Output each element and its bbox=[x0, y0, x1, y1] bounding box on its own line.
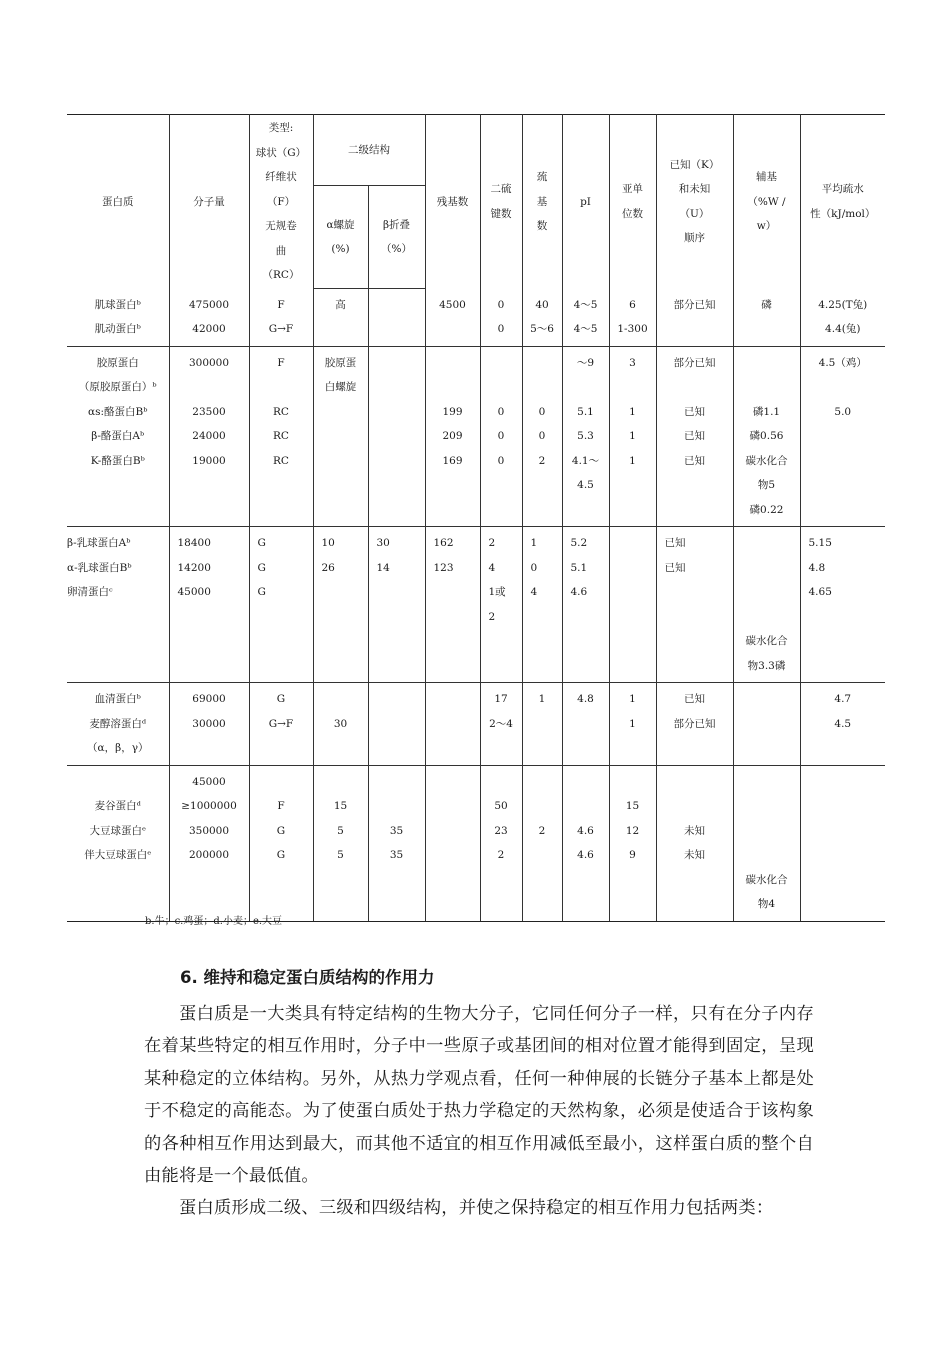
header-sequence bbox=[656, 115, 733, 289]
cell-line: 位数 bbox=[622, 207, 643, 220]
header-alpha-helix bbox=[313, 186, 368, 289]
cell-line: 30000 bbox=[192, 717, 226, 730]
cell-disulfide bbox=[480, 289, 522, 347]
cell-line: 42000 bbox=[192, 323, 226, 335]
cell-line: 4.6 bbox=[570, 586, 588, 598]
cell-type bbox=[249, 346, 313, 527]
cell-line: 5 bbox=[337, 824, 344, 837]
cell-line: G bbox=[257, 537, 266, 549]
cell-line: G bbox=[276, 693, 286, 705]
cell-line: 辅基 bbox=[756, 171, 777, 183]
cell-line: 23500 bbox=[192, 405, 226, 418]
cell-line: 15 bbox=[625, 800, 640, 812]
cell-line bbox=[657, 770, 733, 795]
cell-sulfhydryl bbox=[522, 683, 562, 766]
cell-line bbox=[610, 770, 656, 795]
cell-residues bbox=[425, 289, 480, 347]
cell-line: 部分已知 bbox=[673, 356, 716, 369]
cell-line: 性（kJ/mol） bbox=[810, 207, 876, 220]
cell-line bbox=[481, 375, 522, 400]
cell-subunits bbox=[609, 346, 656, 527]
cell-line: β-酪蛋白Aᵇ bbox=[91, 430, 145, 442]
cell-line bbox=[314, 770, 368, 795]
table-footnote: b.牛；c.鸡蛋；d.小麦；e.大豆 bbox=[145, 916, 283, 927]
cell-line: 4.5（鸡） bbox=[818, 356, 867, 369]
cell-line: （%） bbox=[381, 243, 412, 255]
cell-prosthetic bbox=[733, 765, 800, 921]
cell-line: G bbox=[276, 849, 286, 861]
cell-pi bbox=[562, 683, 609, 766]
cell-line: 1 bbox=[629, 430, 636, 442]
cell-sequence bbox=[656, 346, 733, 527]
cell-line: 4.6 bbox=[577, 824, 594, 837]
cell-pi bbox=[562, 527, 609, 683]
cell-line: 199 bbox=[442, 405, 463, 418]
cell-pi bbox=[562, 765, 609, 921]
cell-alpha-helix bbox=[313, 765, 368, 921]
header-subunits bbox=[609, 115, 656, 289]
cell-hydrophobicity bbox=[800, 346, 885, 527]
cell-line: 磷0.56 bbox=[749, 430, 784, 442]
cell-line: 已知 bbox=[684, 693, 705, 705]
cell-line: 未知 bbox=[684, 824, 705, 837]
cell-line: 碳水化合 bbox=[745, 454, 788, 467]
cell-line: 部分已知 bbox=[673, 717, 716, 730]
cell-line: 475000 bbox=[188, 298, 230, 311]
cell-line: 伴大豆球蛋白ᵉ bbox=[84, 849, 152, 861]
cell-line: 1 bbox=[629, 454, 636, 467]
cell-line: 0 bbox=[497, 454, 505, 467]
cell-line bbox=[734, 351, 800, 376]
cell-line: (%) bbox=[331, 243, 350, 255]
cell-line: （%W / bbox=[747, 195, 786, 208]
cell-line: G bbox=[257, 586, 266, 598]
cell-line: 部分已知 bbox=[673, 298, 716, 311]
cell-line: 1或 bbox=[488, 586, 506, 598]
cell-line: F bbox=[277, 356, 285, 369]
cell-sulfhydryl bbox=[522, 289, 562, 347]
cell-line: 磷0.22 bbox=[749, 503, 784, 516]
cell-hydrophobicity bbox=[800, 683, 885, 766]
cell-alpha-helix bbox=[313, 346, 368, 527]
cell-line: 肌动蛋白ᵇ bbox=[94, 323, 141, 335]
cell-line: 数 bbox=[536, 220, 548, 232]
cell-beta-sheet bbox=[368, 289, 425, 347]
cell-line bbox=[426, 375, 480, 400]
cell-line: 二硫 bbox=[490, 183, 512, 196]
cell-line: 4.1～ bbox=[571, 454, 600, 467]
header-type bbox=[249, 115, 313, 289]
cell-line: 4 bbox=[488, 561, 496, 574]
cell-line: 球状（G） bbox=[255, 146, 307, 159]
cell-molecular-weight bbox=[169, 683, 249, 766]
cell-line: 磷1.1 bbox=[752, 405, 781, 418]
cell-line bbox=[734, 531, 800, 556]
cell-line bbox=[523, 770, 562, 795]
cell-line: 4.8 bbox=[577, 693, 594, 705]
cell-disulfide bbox=[480, 527, 522, 683]
protein-properties-table bbox=[67, 114, 885, 922]
cell-line: G bbox=[257, 561, 266, 574]
cell-line bbox=[523, 794, 562, 819]
body-paragraph: 蛋白质形成二级、三级和四级结构，并使之保持稳定的相互作用力包括两类： bbox=[179, 1198, 774, 1218]
cell-line: 未知 bbox=[684, 849, 705, 861]
cell-line bbox=[67, 770, 169, 795]
cell-line: 30 bbox=[333, 717, 348, 730]
cell-line bbox=[657, 794, 733, 819]
header-residues: 残基数 bbox=[425, 115, 480, 289]
cell-type bbox=[249, 683, 313, 766]
cell-beta-sheet bbox=[368, 527, 425, 683]
table-row bbox=[67, 346, 885, 527]
cell-line: 350000 bbox=[188, 824, 230, 837]
cell-line: 5.3 bbox=[577, 430, 594, 442]
cell-line: 19000 bbox=[192, 454, 226, 467]
cell-sequence bbox=[656, 683, 733, 766]
cell-residues bbox=[425, 346, 480, 527]
cell-protein bbox=[67, 527, 169, 683]
cell-line: RC bbox=[273, 405, 289, 418]
cell-line: 平均疏水 bbox=[821, 183, 864, 196]
cell-line: 类型: bbox=[268, 122, 294, 134]
cell-prosthetic bbox=[733, 289, 800, 347]
cell-line bbox=[563, 375, 609, 400]
cell-line: 高 bbox=[335, 299, 346, 311]
cell-line: β-乳球蛋白Aᵇ bbox=[67, 537, 131, 549]
cell-line: 169 bbox=[442, 454, 463, 467]
cell-hydrophobicity bbox=[800, 289, 885, 347]
cell-sulfhydryl bbox=[522, 346, 562, 527]
cell-line: 4.8 bbox=[808, 561, 826, 574]
cell-type bbox=[249, 527, 313, 683]
cell-line: 50 bbox=[494, 800, 508, 812]
cell-line bbox=[481, 770, 522, 795]
body-paragraph: 蛋白质是一大类具有特定结构的生物大分子，它同任何分子一样，只有在分子内存在着某些特定的相互作用时，分子中一些原子或基团间的相对位置才能得到固定，呈现某种稳定的立体结构。另外，从热力学观点看，任何一种伸展的长链分子基本上都是处于不稳定的高能态。为了使蛋白质处于热力学稳定的天然构象，必须是使适合于该构象的各种相互作用达到最大，而其他不适宜的相互作用减低至最小，这样蛋白质的整个自由能将是一个最低值。 bbox=[144, 1004, 814, 1187]
cell-line: 23 bbox=[494, 824, 508, 837]
cell-line bbox=[734, 375, 800, 400]
cell-line: 顺序 bbox=[684, 232, 705, 245]
cell-line bbox=[369, 770, 425, 795]
cell-line: w） bbox=[756, 220, 777, 232]
cell-line: 5.1 bbox=[570, 561, 588, 574]
cell-line: 9 bbox=[629, 849, 636, 861]
cell-line: ～9 bbox=[576, 356, 595, 369]
cell-line: 4 bbox=[530, 586, 538, 598]
cell-line: 1 bbox=[629, 717, 636, 730]
cell-line bbox=[801, 375, 886, 400]
cell-line: 亚单 bbox=[622, 183, 643, 196]
cell-pi bbox=[562, 346, 609, 527]
cell-line: 17 bbox=[494, 693, 508, 705]
cell-disulfide bbox=[480, 765, 522, 921]
cell-line: 已知 bbox=[684, 430, 705, 442]
cell-line: 18400 bbox=[177, 537, 211, 549]
cell-line bbox=[563, 770, 609, 795]
cell-line: 大豆球蛋白ᵉ bbox=[89, 824, 147, 837]
cell-protein bbox=[67, 346, 169, 527]
cell-line: F bbox=[277, 298, 285, 311]
cell-line: 0 bbox=[538, 430, 546, 442]
cell-line: 35 bbox=[389, 849, 404, 861]
cell-line: 14200 bbox=[177, 561, 211, 574]
cell-sulfhydryl bbox=[522, 527, 562, 683]
cell-line: 碳水化合 bbox=[745, 873, 788, 886]
cell-line: 12 bbox=[625, 824, 640, 837]
cell-line bbox=[523, 375, 562, 400]
cell-line: 4.5 bbox=[834, 717, 852, 730]
section-title: 6. 维持和稳定蛋白质结构的作用力 bbox=[180, 968, 435, 987]
cell-line bbox=[250, 375, 313, 400]
cell-beta-sheet bbox=[368, 765, 425, 921]
cell-line: 巯 bbox=[536, 171, 548, 183]
cell-line: （RC） bbox=[262, 269, 300, 281]
cell-line: 物3.3磷 bbox=[747, 659, 786, 672]
cell-residues bbox=[425, 765, 480, 921]
cell-line: 1 bbox=[530, 537, 538, 549]
cell-line: 已知 bbox=[664, 537, 686, 549]
cell-line: α-乳球蛋白Bᵇ bbox=[67, 561, 132, 574]
header-secondary-structure: 二级结构 bbox=[313, 115, 425, 186]
cell-alpha-helix bbox=[313, 527, 368, 683]
header-pi: pI bbox=[562, 115, 609, 289]
cell-line: 0 bbox=[497, 323, 505, 335]
cell-line bbox=[734, 556, 800, 581]
cell-line: 0 bbox=[497, 405, 505, 418]
cell-sulfhydryl bbox=[522, 765, 562, 921]
cell-line: 麦谷蛋白ᵈ bbox=[94, 800, 141, 812]
cell-line: 4500 bbox=[439, 298, 466, 311]
cell-line: 4.4(兔) bbox=[825, 323, 861, 335]
cell-line: G→F bbox=[268, 323, 294, 335]
header-disulfide bbox=[480, 115, 522, 289]
cell-line: 已知 bbox=[684, 454, 705, 467]
cell-line bbox=[523, 351, 562, 376]
cell-prosthetic bbox=[733, 683, 800, 766]
cell-line: 123 bbox=[433, 561, 454, 574]
cell-alpha-helix bbox=[313, 289, 368, 347]
cell-line: 5.2 bbox=[570, 537, 588, 549]
cell-line: 1 bbox=[538, 693, 546, 705]
cell-line: 14 bbox=[376, 561, 390, 574]
cell-line: 已知（K） bbox=[669, 158, 720, 171]
cell-prosthetic bbox=[733, 527, 800, 683]
cell-line: 血清蛋白ᵇ bbox=[94, 693, 141, 705]
cell-sequence bbox=[656, 765, 733, 921]
cell-line: 4～5 bbox=[573, 298, 598, 311]
cell-line: 4.5 bbox=[577, 479, 594, 491]
cell-line: 胶原蛋 bbox=[324, 356, 357, 369]
cell-line: β折叠 bbox=[382, 218, 411, 231]
cell-line: 45000 bbox=[177, 586, 211, 598]
cell-protein bbox=[67, 683, 169, 766]
cell-line: G→F bbox=[268, 717, 294, 730]
cell-line: 10 bbox=[321, 537, 335, 549]
cell-line: 5～6 bbox=[530, 323, 554, 335]
header-protein: 蛋白质 bbox=[67, 115, 169, 289]
cell-line: 5.1 bbox=[577, 405, 594, 418]
header-beta-sheet bbox=[368, 186, 425, 289]
cell-line: 0 bbox=[497, 430, 505, 442]
cell-line: （U） bbox=[679, 207, 710, 220]
cell-line: αs:酪蛋白Bᵇ bbox=[88, 405, 148, 418]
cell-line: 40 bbox=[535, 298, 549, 311]
cell-sequence bbox=[656, 527, 733, 683]
cell-line: 1 bbox=[629, 693, 636, 705]
cell-line: 4.7 bbox=[834, 693, 852, 705]
cell-line: （原胶原蛋白）ᵇ bbox=[78, 381, 157, 393]
cell-line: 纤维状 bbox=[265, 171, 297, 183]
cell-line: 碳水化合 bbox=[745, 635, 788, 647]
cell-line: 35 bbox=[389, 824, 404, 837]
cell-line: 麦醇溶蛋白ᵈ bbox=[89, 717, 147, 730]
cell-line: 45000 bbox=[192, 775, 226, 788]
cell-line: 15 bbox=[333, 800, 348, 812]
cell-line: 200000 bbox=[188, 849, 230, 861]
cell-beta-sheet bbox=[368, 346, 425, 527]
cell-line: 基 bbox=[536, 195, 548, 208]
cell-line: 已知 bbox=[684, 405, 705, 418]
table-row bbox=[67, 289, 885, 347]
cell-subunits bbox=[609, 289, 656, 347]
cell-molecular-weight bbox=[169, 346, 249, 527]
cell-alpha-helix bbox=[313, 683, 368, 766]
cell-line: 0 bbox=[530, 561, 538, 574]
cell-line bbox=[426, 351, 480, 376]
cell-sequence bbox=[656, 289, 733, 347]
cell-line: 曲 bbox=[275, 244, 287, 257]
header-prosthetic bbox=[733, 115, 800, 289]
cell-line: 162 bbox=[433, 537, 454, 549]
cell-subunits bbox=[609, 765, 656, 921]
cell-line: 2 bbox=[488, 610, 496, 623]
cell-line: 1-300 bbox=[617, 323, 648, 335]
cell-line bbox=[734, 843, 800, 868]
cell-line: 2～4 bbox=[489, 717, 513, 730]
cell-line: 已知 bbox=[664, 561, 686, 574]
cell-protein bbox=[67, 765, 169, 921]
cell-line: 24000 bbox=[192, 430, 226, 442]
cell-line: RC bbox=[273, 430, 289, 442]
cell-line: （α，β，γ） bbox=[87, 742, 149, 754]
cell-protein bbox=[67, 289, 169, 347]
cell-line: K-酪蛋白Bᵇ bbox=[90, 454, 145, 467]
cell-line bbox=[250, 770, 313, 795]
cell-line: 209 bbox=[442, 430, 463, 442]
cell-prosthetic bbox=[733, 346, 800, 527]
cell-line: 3 bbox=[629, 356, 636, 369]
header-sulfhydryl bbox=[522, 115, 562, 289]
cell-line bbox=[734, 819, 800, 844]
cell-line: 和未知 bbox=[678, 183, 711, 196]
cell-type bbox=[249, 765, 313, 921]
header-molecular-weight: 分子量 bbox=[169, 115, 249, 289]
cell-line: 白螺旋 bbox=[324, 381, 357, 393]
cell-residues bbox=[425, 683, 480, 766]
table-row bbox=[67, 527, 885, 683]
cell-molecular-weight bbox=[169, 765, 249, 921]
cell-line bbox=[610, 375, 656, 400]
cell-pi bbox=[562, 289, 609, 347]
cell-line: 2 bbox=[538, 824, 546, 837]
cell-line bbox=[657, 375, 733, 400]
header-hydrophobicity bbox=[800, 115, 885, 289]
cell-line: 2 bbox=[488, 537, 496, 549]
cell-line: 0 bbox=[497, 298, 505, 311]
table-row bbox=[67, 683, 885, 766]
table-row bbox=[67, 765, 885, 921]
cell-line bbox=[563, 794, 609, 819]
cell-line: 4.65 bbox=[808, 586, 832, 598]
cell-line: 卵清蛋白ᶜ bbox=[67, 586, 113, 598]
cell-line: 300000 bbox=[188, 356, 230, 369]
cell-type bbox=[249, 289, 313, 347]
cell-line: 4～5 bbox=[573, 323, 598, 335]
cell-line: 5.0 bbox=[834, 405, 852, 418]
cell-line bbox=[734, 580, 800, 605]
cell-subunits bbox=[609, 683, 656, 766]
cell-beta-sheet bbox=[368, 683, 425, 766]
cell-molecular-weight bbox=[169, 289, 249, 347]
cell-line: ≥1000000 bbox=[181, 800, 237, 812]
cell-line: 5 bbox=[337, 849, 344, 861]
cell-line: 无规卷 bbox=[265, 220, 297, 232]
cell-line bbox=[170, 375, 249, 400]
cell-line: F bbox=[277, 800, 285, 812]
cell-disulfide bbox=[480, 683, 522, 766]
cell-hydrophobicity bbox=[800, 527, 885, 683]
cell-line: RC bbox=[273, 454, 289, 467]
cell-line bbox=[314, 687, 368, 712]
cell-line: 键数 bbox=[490, 207, 512, 220]
cell-line: 30 bbox=[376, 537, 390, 549]
cell-line: 2 bbox=[497, 849, 505, 861]
cell-line: 69000 bbox=[192, 693, 226, 705]
cell-line bbox=[734, 605, 800, 630]
cell-line: 4.25(T兔) bbox=[818, 298, 868, 311]
cell-line: 1 bbox=[629, 405, 636, 418]
cell-line: 6 bbox=[629, 298, 636, 311]
cell-residues bbox=[425, 527, 480, 683]
cell-line: 磷 bbox=[761, 298, 772, 311]
cell-hydrophobicity bbox=[800, 765, 885, 921]
cell-molecular-weight bbox=[169, 527, 249, 683]
cell-line bbox=[734, 770, 800, 795]
cell-line: 肌球蛋白ᵇ bbox=[94, 298, 141, 311]
cell-line: 胶原蛋白 bbox=[96, 356, 139, 369]
cell-disulfide bbox=[480, 346, 522, 527]
cell-line: G bbox=[276, 824, 286, 837]
cell-line: 5.15 bbox=[808, 537, 832, 549]
cell-line bbox=[481, 351, 522, 376]
cell-line: 物4 bbox=[757, 898, 776, 910]
cell-line bbox=[369, 794, 425, 819]
cell-line: （F） bbox=[266, 195, 296, 208]
cell-line: 26 bbox=[321, 561, 335, 574]
cell-subunits bbox=[609, 527, 656, 683]
cell-line: 4.6 bbox=[577, 849, 594, 861]
cell-line: 0 bbox=[538, 405, 546, 418]
cell-line: 物5 bbox=[757, 479, 776, 491]
cell-line: α螺旋 bbox=[326, 218, 355, 231]
cell-line: 2 bbox=[538, 454, 546, 467]
cell-line bbox=[734, 794, 800, 819]
